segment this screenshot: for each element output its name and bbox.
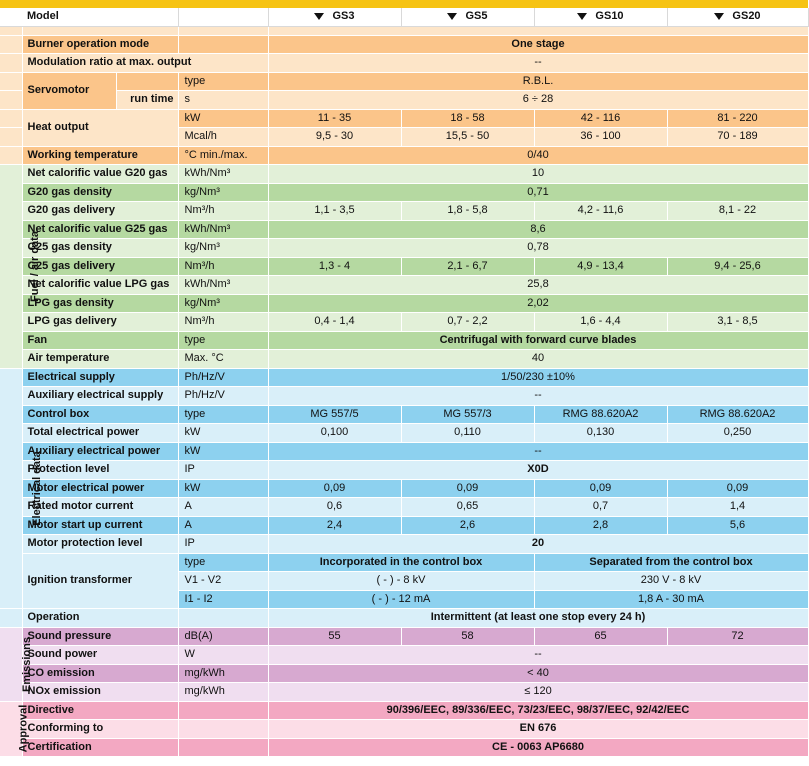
g20-delivery-label-cell: G20 gas delivery <box>22 202 178 221</box>
modulation-value-cell: -- <box>268 54 808 73</box>
lpg-density-unit-cell: kg/Nm³ <box>178 294 268 313</box>
model-gs5[interactable]: GS5 <box>401 8 534 26</box>
row-ncv-lpg <box>0 276 808 295</box>
g20-density-value-cell: 0,71 <box>268 183 808 202</box>
control-box-label-cell: Control box <box>22 405 178 424</box>
g20-density-unit-cell: kg/Nm³ <box>178 183 268 202</box>
row-fan <box>0 331 808 350</box>
control-box-values-0-cell: MG 557/5 <box>268 405 401 424</box>
specifications-table <box>0 8 809 757</box>
model-gs10[interactable]: GS10 <box>534 8 667 26</box>
aux-supply-value-cell: -- <box>268 387 808 406</box>
servomotor-runtime-unit-cell: s <box>178 91 268 110</box>
total-power-unit-cell: kW <box>178 424 268 443</box>
lpg-density-value-cell: 2,02 <box>268 294 808 313</box>
protection-value-cell: X0D <box>268 461 808 480</box>
heat-output-mcal-3-cell: 70 - 189 <box>667 128 808 147</box>
aux-power-value-cell: -- <box>268 442 808 461</box>
air-temp-value-cell: 40 <box>268 350 808 369</box>
air-temp-unit-cell: Max. °C <box>178 350 268 369</box>
control-box-values-2-cell: RMG 88.620A2 <box>534 405 667 424</box>
chevron-down-icon <box>447 13 457 20</box>
row-sound-pressure <box>0 627 808 646</box>
sound-power-value-cell: -- <box>268 646 808 665</box>
chevron-down-icon <box>314 13 324 20</box>
row-sound-power <box>0 646 808 665</box>
conforming-unit-cell <box>178 720 268 739</box>
aux-power-unit-cell: kW <box>178 442 268 461</box>
row-total-power <box>0 424 808 443</box>
heat-output-mcal-2-cell: 36 - 100 <box>534 128 667 147</box>
row-motor-power <box>0 479 808 498</box>
operation-value-cell: Intermittent (at least one stop every 24 h) <box>268 609 808 628</box>
operation-label-cell: Operation <box>22 609 178 628</box>
row-ignition-type <box>0 553 808 572</box>
motor-current-values-2-cell: 0,7 <box>534 498 667 517</box>
ncv-g25-label-cell: Net calorific value G25 gas <box>22 220 178 239</box>
row-g20-delivery <box>0 202 808 221</box>
row-startup-current <box>0 516 808 535</box>
motor-power-label-cell: Motor electrical power <box>22 479 178 498</box>
g25-delivery-label-cell: G25 gas delivery <box>22 257 178 276</box>
row-co-emission <box>0 664 808 683</box>
control-box-values-3-cell: RMG 88.620A2 <box>667 405 808 424</box>
row-conforming <box>0 720 808 739</box>
sound-power-label-cell: Sound power <box>22 646 178 665</box>
ncv-g20-unit-cell: kWh/Nm³ <box>178 165 268 184</box>
row-motor-current <box>0 498 808 517</box>
burner-mode-value-cell: One stage <box>268 35 808 54</box>
lpg-delivery-unit-cell: Nm³/h <box>178 313 268 332</box>
nox-unit-cell: mg/kWh <box>178 683 268 702</box>
sound-pressure-values-3-cell: 72 <box>667 627 808 646</box>
heat-output-kw-2-cell: 42 - 116 <box>534 109 667 128</box>
modulation-label-cell: Modulation ratio at max. output <box>22 54 268 73</box>
row-modulation <box>0 54 808 73</box>
aux-power-label-cell: Auxiliary electrical power <box>22 442 178 461</box>
motor-protection-value-cell: 20 <box>268 535 808 554</box>
row-lpg-delivery <box>0 313 808 332</box>
total-power-values-1-cell: 0,110 <box>401 424 534 443</box>
row-aux-supply <box>0 387 808 406</box>
motor-current-values-3-cell: 1,4 <box>667 498 808 517</box>
ncv-g20-label-cell: Net calorific value G20 gas <box>22 165 178 184</box>
protection-unit-cell: IP <box>178 461 268 480</box>
section-fuel-air: Fuel / air data <box>0 165 22 369</box>
row-servomotor-runtime <box>0 91 808 110</box>
nox-label-cell: NOx emission <box>22 683 178 702</box>
row-g20-density <box>0 183 808 202</box>
motor-protection-label-cell: Motor protection level <box>22 535 178 554</box>
row-protection-level <box>0 461 808 480</box>
sound-pressure-label-cell: Sound pressure <box>22 627 178 646</box>
control-box-unit-cell: type <box>178 405 268 424</box>
motor-protection-unit-cell: IP <box>178 535 268 554</box>
row-working-temperature <box>0 146 808 165</box>
g25-delivery-unit-cell: Nm³/h <box>178 257 268 276</box>
motor-power-values-1-cell: 0,09 <box>401 479 534 498</box>
fan-unit-cell: type <box>178 331 268 350</box>
el-supply-value-cell: 1/50/230 ±10% <box>268 368 808 387</box>
heat-output-mcal-1-cell: 15,5 - 50 <box>401 128 534 147</box>
motor-current-label-cell: Rated motor current <box>22 498 178 517</box>
chevron-down-icon <box>577 13 587 20</box>
ncv-g25-unit-cell: kWh/Nm³ <box>178 220 268 239</box>
ignition-type-unit-cell: type <box>178 553 268 572</box>
g20-delivery-values-2-cell: 4,2 - 11,6 <box>534 202 667 221</box>
protection-label-cell: Protection level <box>22 461 178 480</box>
row-aux-power <box>0 442 808 461</box>
ncv-lpg-value-cell: 25,8 <box>268 276 808 295</box>
ignition-i-a-cell: ( - ) - 12 mA <box>268 590 534 609</box>
lpg-delivery-values-2-cell: 1,6 - 4,4 <box>534 313 667 332</box>
chevron-down-icon <box>714 13 724 20</box>
row-motor-protection <box>0 535 808 554</box>
sound-pressure-values-1-cell: 58 <box>401 627 534 646</box>
startup-current-values-2-cell: 2,8 <box>534 516 667 535</box>
section-emissions: Emissions <box>0 627 22 701</box>
servomotor-runtime-label-cell: run time <box>116 91 178 110</box>
lpg-delivery-values-0-cell: 0,4 - 1,4 <box>268 313 401 332</box>
g20-delivery-values-1-cell: 1,8 - 5,8 <box>401 202 534 221</box>
total-power-values-2-cell: 0,130 <box>534 424 667 443</box>
conforming-value-cell: EN 676 <box>268 720 808 739</box>
section-electrical: Electrical data <box>0 368 22 609</box>
ncv-g20-value-cell: 10 <box>268 165 808 184</box>
sound-pressure-values-2-cell: 65 <box>534 627 667 646</box>
operation-unit-cell <box>178 609 268 628</box>
row-air-temperature <box>0 350 808 369</box>
servomotor-label-cell: Servomotor <box>22 72 116 109</box>
nox-value-cell: ≤ 120 <box>268 683 808 702</box>
working-temp-value-cell: 0/40 <box>268 146 808 165</box>
sound-pressure-values-0-cell: 55 <box>268 627 401 646</box>
section-approval: Approval <box>0 701 22 757</box>
startup-current-values-3-cell: 5,6 <box>667 516 808 535</box>
total-power-values-0-cell: 0,100 <box>268 424 401 443</box>
servomotor-runtime-value-cell: 6 ÷ 28 <box>268 91 808 110</box>
row-nox-emission <box>0 683 808 702</box>
motor-power-values-2-cell: 0,09 <box>534 479 667 498</box>
g20-delivery-unit-cell: Nm³/h <box>178 202 268 221</box>
lpg-delivery-values-3-cell: 3,1 - 8,5 <box>667 313 808 332</box>
heat-output-unit-kw-cell: kW <box>178 109 268 128</box>
row-ncv-g20 <box>0 165 808 184</box>
ignition-v-a-cell: ( - ) - 8 kV <box>268 572 534 591</box>
certification-unit-cell <box>178 738 268 757</box>
startup-current-label-cell: Motor start up current <box>22 516 178 535</box>
el-supply-label-cell: Electrical supply <box>22 368 178 387</box>
motor-current-values-0-cell: 0,6 <box>268 498 401 517</box>
certification-value-cell: CE - 0063 AP6680 <box>268 738 808 757</box>
row-directive <box>0 701 808 720</box>
model-gs3[interactable]: GS3 <box>268 8 401 26</box>
ignition-i-b-cell: 1,8 A - 30 mA <box>534 590 808 609</box>
sound-power-unit-cell: W <box>178 646 268 665</box>
heat-output-kw-3-cell: 81 - 220 <box>667 109 808 128</box>
total-power-label-cell: Total electrical power <box>22 424 178 443</box>
servomotor-type-label-cell: type <box>178 72 268 91</box>
startup-current-unit-cell: A <box>178 516 268 535</box>
ignition-label-cell: Ignition transformer <box>22 553 178 609</box>
aux-supply-unit-cell: Ph/Hz/V <box>178 387 268 406</box>
row-operation <box>0 609 808 628</box>
heat-output-kw-0-cell: 11 - 35 <box>268 109 401 128</box>
ignition-type-b-cell: Separated from the control box <box>534 553 808 572</box>
co-label-cell: CO emission <box>22 664 178 683</box>
working-temp-unit-cell: °C min./max. <box>178 146 268 165</box>
co-value-cell: < 40 <box>268 664 808 683</box>
g25-delivery-values-3-cell: 9,4 - 25,6 <box>667 257 808 276</box>
lpg-delivery-values-1-cell: 0,7 - 2,2 <box>401 313 534 332</box>
conforming-label-cell: Conforming to <box>22 720 178 739</box>
burner-mode-label-cell: Burner operation mode <box>22 35 178 54</box>
motor-power-values-3-cell: 0,09 <box>667 479 808 498</box>
heat-output-mcal-0-cell: 9,5 - 30 <box>268 128 401 147</box>
g25-delivery-values-0-cell: 1,3 - 4 <box>268 257 401 276</box>
directive-label-cell: Directive <box>22 701 178 720</box>
motor-power-values-0-cell: 0,09 <box>268 479 401 498</box>
ignition-type-a-cell: Incorporated in the control box <box>268 553 534 572</box>
row-g25-delivery <box>0 257 808 276</box>
heat-output-unit-mcal-cell: Mcal/h <box>178 128 268 147</box>
servomotor-type-value-cell: R.B.L. <box>268 72 808 91</box>
working-temp-label-cell: Working temperature <box>22 146 178 165</box>
certification-label-cell: Certification <box>22 738 178 757</box>
ignition-v-unit-cell: V1 - V2 <box>178 572 268 591</box>
spacer-row <box>0 26 808 35</box>
row-certification <box>0 738 808 757</box>
row-ncv-g25 <box>0 220 808 239</box>
top-accent-bar <box>0 0 808 8</box>
motor-current-values-1-cell: 0,65 <box>401 498 534 517</box>
lpg-delivery-label-cell: LPG gas delivery <box>22 313 178 332</box>
g20-delivery-values-0-cell: 1,1 - 3,5 <box>268 202 401 221</box>
row-g25-density <box>0 239 808 258</box>
el-supply-unit-cell: Ph/Hz/V <box>178 368 268 387</box>
g25-density-unit-cell: kg/Nm³ <box>178 239 268 258</box>
row-lpg-density <box>0 294 808 313</box>
directive-unit-cell <box>178 701 268 720</box>
row-heat-output-kw <box>0 109 808 128</box>
ignition-i-unit-cell: I1 - I2 <box>178 590 268 609</box>
model-header-row <box>0 8 808 26</box>
sound-pressure-unit-cell: dB(A) <box>178 627 268 646</box>
ncv-lpg-label-cell: Net calorific value LPG gas <box>22 276 178 295</box>
fan-label-cell: Fan <box>22 331 178 350</box>
aux-supply-label-cell: Auxiliary electrical supply <box>22 387 178 406</box>
model-gs20[interactable]: GS20 <box>667 8 808 26</box>
lpg-density-label-cell: LPG gas density <box>22 294 178 313</box>
directive-value-cell: 90/396/EEC, 89/336/EEC, 73/23/EEC, 98/37/EEC, 92/42/EEC <box>268 701 808 720</box>
row-servomotor-type <box>0 72 808 91</box>
total-power-values-3-cell: 0,250 <box>667 424 808 443</box>
control-box-values-1-cell: MG 557/3 <box>401 405 534 424</box>
air-temp-label-cell: Air temperature <box>22 350 178 369</box>
motor-current-unit-cell: A <box>178 498 268 517</box>
g25-delivery-values-1-cell: 2,1 - 6,7 <box>401 257 534 276</box>
ncv-g25-value-cell: 8,6 <box>268 220 808 239</box>
g25-density-label-cell: G25 gas density <box>22 239 178 258</box>
co-unit-cell: mg/kWh <box>178 664 268 683</box>
row-electrical-supply <box>0 368 808 387</box>
model-label: Model <box>22 8 178 26</box>
row-control-box <box>0 405 808 424</box>
heat-output-label-cell: Heat output <box>22 109 178 146</box>
row-burner-mode <box>0 35 808 54</box>
ignition-v-b-cell: 230 V - 8 kV <box>534 572 808 591</box>
g25-delivery-values-2-cell: 4,9 - 13,4 <box>534 257 667 276</box>
heat-output-kw-1-cell: 18 - 58 <box>401 109 534 128</box>
fan-value-cell: Centrifugal with forward curve blades <box>268 331 808 350</box>
startup-current-values-0-cell: 2,4 <box>268 516 401 535</box>
startup-current-values-1-cell: 2,6 <box>401 516 534 535</box>
motor-power-unit-cell: kW <box>178 479 268 498</box>
ncv-lpg-unit-cell: kWh/Nm³ <box>178 276 268 295</box>
g20-density-label-cell: G20 gas density <box>22 183 178 202</box>
g20-delivery-values-3-cell: 8,1 - 22 <box>667 202 808 221</box>
g25-density-value-cell: 0,78 <box>268 239 808 258</box>
